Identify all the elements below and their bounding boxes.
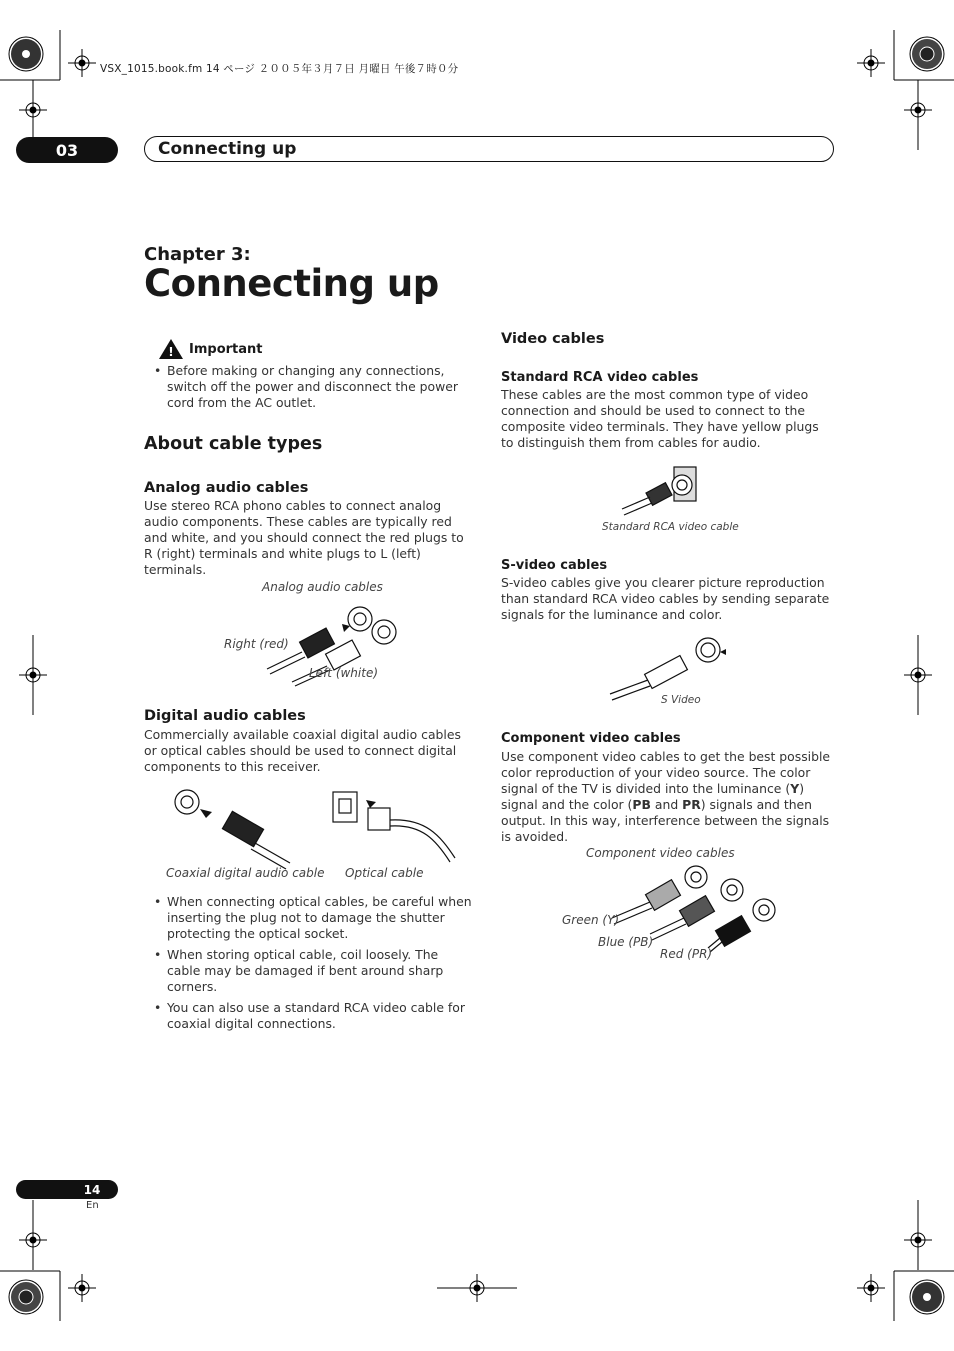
svideo-heading: S-video cables xyxy=(501,558,608,573)
component-heading: Component video cables xyxy=(501,731,681,746)
optical-cable-illustration xyxy=(330,790,460,870)
component-text: Use component video cables to get the best possible color reproduction of your video source. The color signal of the TV is divided into the luminance (Y) signal and the color (PB and PR) signals and then output. In this way, interference between the signals is avoided. xyxy=(501,749,831,844)
label-blue: Blue (PB) xyxy=(598,935,654,949)
important-item: • Before making or changing any connections, switch off the power and disconnect the power cord from the AC outlet. xyxy=(144,363,479,411)
sunburst-mark-top-right xyxy=(910,37,944,71)
sunburst-mark-top-left xyxy=(9,37,43,71)
warning-icon xyxy=(158,338,184,360)
digital-heading: Digital audio cables xyxy=(144,708,306,724)
digital-note-item: • When storing optical cable, coil loosely. The cable may be damaged if bent around sharp corners. xyxy=(144,947,474,995)
analog-caption: Analog audio cables xyxy=(262,580,383,594)
digital-text: Commercially available coaxial digital audio cables or optical cables should be used to connect digital components to this receiver. xyxy=(144,727,461,774)
rca-video-cable-illustration xyxy=(620,465,710,520)
label-right-red: Right (red) xyxy=(224,637,289,651)
rca-heading: Standard RCA video cables xyxy=(501,370,699,385)
svideo-caption: S Video xyxy=(661,694,701,706)
important-list xyxy=(144,363,479,416)
label-left-white: Left (white) xyxy=(309,666,379,680)
optical-caption: Optical cable xyxy=(345,866,424,880)
crosshair-mark-top-right xyxy=(857,49,885,77)
chapter-title: Connecting up xyxy=(144,262,439,305)
crosshair-mark-bottom-left xyxy=(68,1274,96,1302)
analog-heading: Analog audio cables xyxy=(144,480,309,496)
video-heading: Video cables xyxy=(501,331,605,347)
page-number-badge: 14 xyxy=(16,1180,118,1199)
digital-note-item: • When connecting optical cables, be careful when inserting the plug not to damage the shutter protecting the optical socket. xyxy=(144,894,474,942)
sunburst-mark-bottom-right xyxy=(910,1280,944,1314)
coaxial-caption: Coaxial digital audio cable xyxy=(166,866,325,880)
svideo-cable-illustration xyxy=(608,632,728,697)
digital-note-item: • You can also use a standard RCA video cable for coaxial digital connections. xyxy=(144,1000,474,1032)
rca-text: These cables are the most common type of video connection and should be used to connect to the composite video terminals. They have yellow plugs to distinguish them from cables for audio. xyxy=(501,387,819,450)
important-label: Important xyxy=(189,342,263,357)
digital-notes-list xyxy=(144,894,474,1037)
sunburst-mark-bottom-left xyxy=(9,1280,43,1314)
label-green: Green (Y) xyxy=(562,913,620,927)
svg-text:!: ! xyxy=(168,345,174,359)
file-info: VSX_1015.book.fm 14 ページ ２００５年３月７日 月曜日 午後７時０分 xyxy=(100,63,459,75)
section-title-bar: Connecting up xyxy=(144,136,834,162)
chapter-number-badge: 03 xyxy=(16,137,118,163)
component-caption: Component video cables xyxy=(586,846,735,860)
chapter-label: Chapter 3: xyxy=(144,244,251,265)
coaxial-cable-illustration xyxy=(170,785,300,865)
crosshair-mark-top-left xyxy=(68,49,96,77)
language-label: En xyxy=(86,1200,99,1211)
crosshair-mark-bottom-right xyxy=(857,1274,885,1302)
rca-caption: Standard RCA video cable xyxy=(602,521,739,533)
label-red: Red (PR) xyxy=(660,947,713,961)
analog-text: Use stereo RCA phono cables to connect analog audio components. These cables are typically red and white, and you should connect the red plugs to R (right) terminals and white plugs to L (left) terminals. xyxy=(144,498,464,577)
svideo-text: S-video cables give you clearer picture reproduction than standard RCA video cables by sending separate signals for the luminance and color. xyxy=(501,575,830,622)
about-heading: About cable types xyxy=(144,434,323,454)
